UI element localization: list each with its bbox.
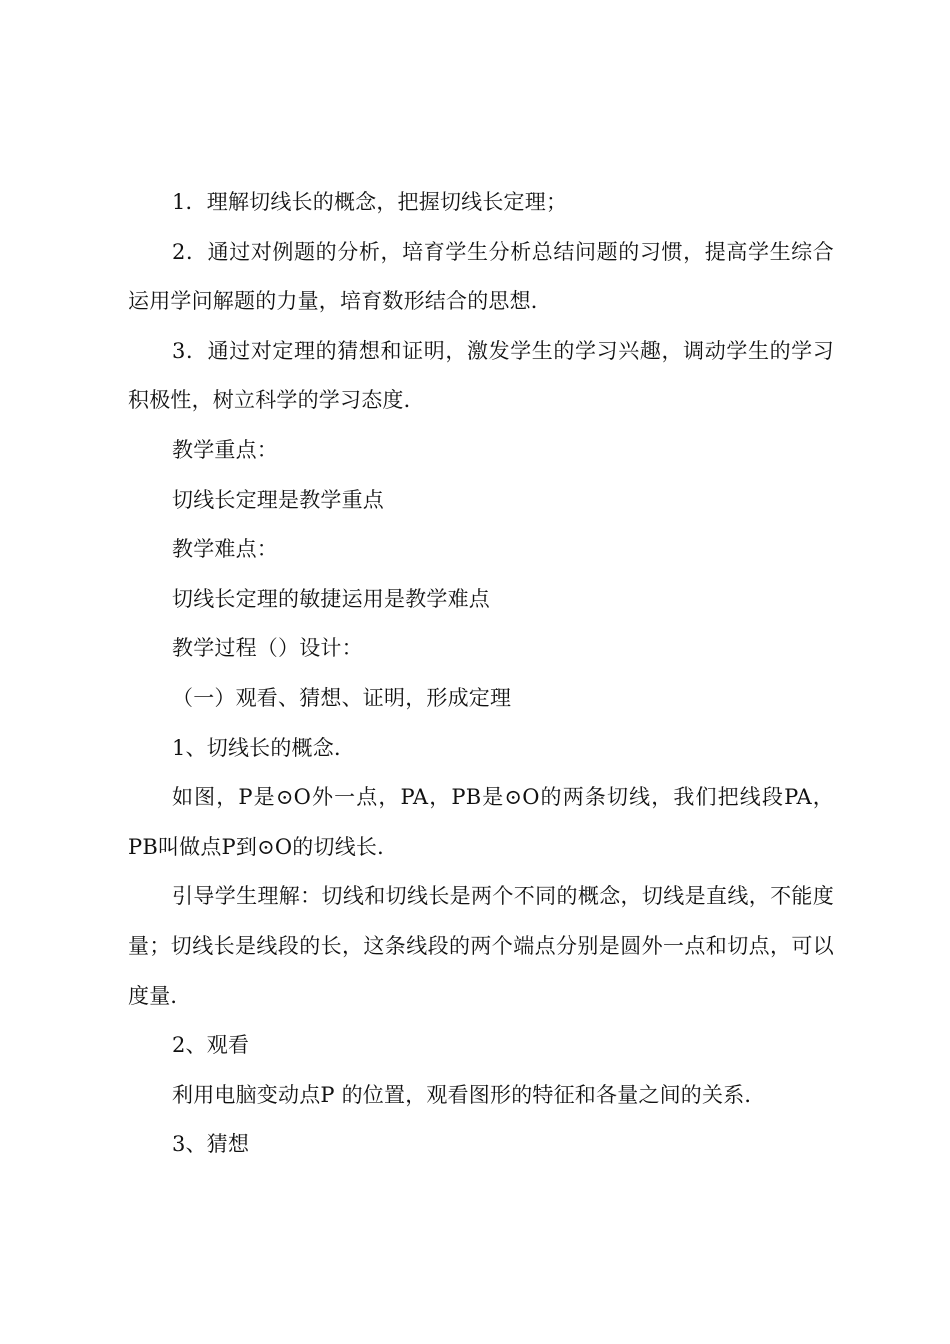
objective-2: 2．通过对例题的分析，培育学生分析总结问题的习惯，提高学生综合运用学问解题的力量，培育数形结合的思想． [128, 239, 834, 314]
concept-heading: 1、切线长的概念． [172, 735, 356, 760]
objective-1: 1．理解切线长的概念，把握切线长定理； [172, 190, 568, 214]
process-heading: 教学过程（）设计： [172, 636, 363, 661]
guess-heading: 3、猜想 [172, 1132, 250, 1157]
section-1-heading: （一）观看、猜想、证明，形成定理 [172, 685, 512, 710]
observe-text: 利用电脑变动点P 的位置，观看图形的特征和各量之间的关系． [172, 1082, 766, 1107]
concept-definition: 如图，P是⊙O外一点，PA，PB是⊙O的两条切线，我们把线段PA，PB叫做点P到⊙O的切线长． [128, 785, 834, 859]
concept-guidance: 引导学生理解：切线和切线长是两个不同的概念，切线是直线，不能度量；切线长是线段的长，这条线段的两个端点分别是圆外一点和切点，可以度量． [128, 884, 834, 1008]
document-body [128, 178, 834, 1170]
key-point-text: 切线长定理是教学重点 [172, 487, 384, 512]
difficulty-heading: 教学难点： [172, 537, 278, 562]
difficulty-text: 切线长定理的敏捷运用是教学难点 [172, 586, 490, 611]
observe-heading: 2、观看 [172, 1033, 250, 1058]
objective-3: 3．通过对定理的猜想和证明，激发学生的学习兴趣，调动学生的学习积极性，树立科学的学习态度． [128, 338, 834, 413]
key-point-heading: 教学重点： [172, 437, 278, 462]
